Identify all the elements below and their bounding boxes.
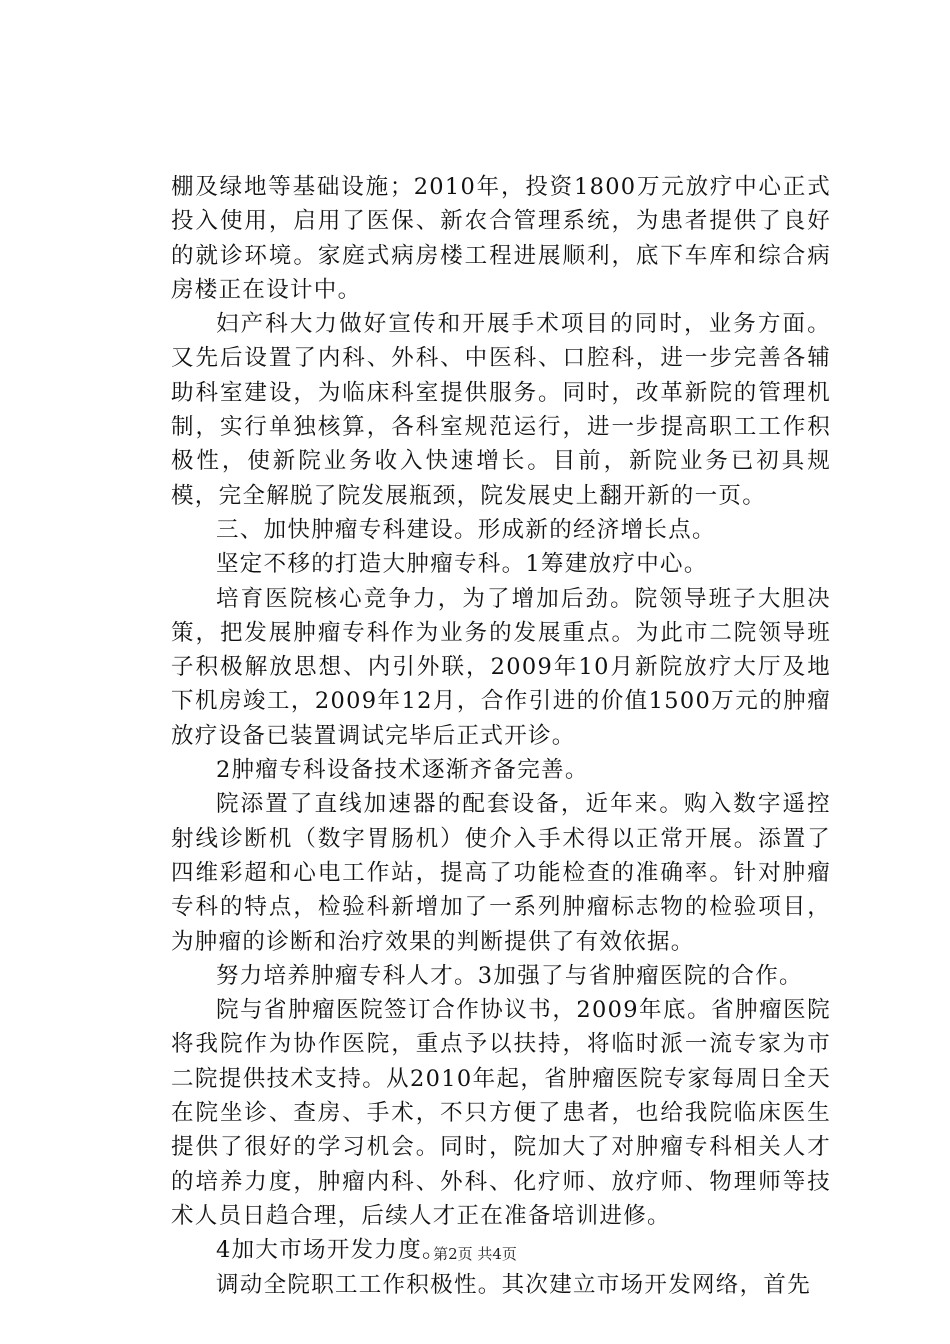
paragraph-continuation: 棚及绿地等基础设施；2010年，投资1800万元放疗中心正式投入使用，启用了医保、新农合管理系统，为患者提供了良好的就诊环境。家庭式病房楼工程进展顺利，底下车库和综合病房楼正在设计中。 (171, 174, 831, 303)
paragraph-market: 调动全院职工工作积极性。其次建立市场开发网络，首先 (216, 1271, 812, 1298)
paragraph-core-competitiveness: 培育医院核心竞争力，为了增加后劲。院领导班子大胆决策，把发展肿瘤专科作为业务的发展重点。为此市二院领导班子积极解放思想、内引外联，2009年10月新院放疗大厅及地下机房竣工，2009年12月，合作引进的价值1500万元的肿瘤放疗设备已装置调试完毕后正式开诊。 (171, 585, 831, 749)
page-number-footer: 第2页 共4页 (433, 1245, 517, 1263)
paragraph-radiotherapy-center: 坚定不移的打造大肿瘤专科。1筹建放疗中心。 (216, 551, 708, 578)
paragraph-obstetrics: 妇产科大力做好宣传和开展手术项目的同时，业务方面。又先后设置了内科、外科、中医科、口腔科，进一步完善各辅助科室建设，为临床科室提供服务。同时，改革新院的管理机制，实行单独核算，各科室规范运行，进一步提高职工工作积极性，使新院业务收入快速增长。目前，新院业务已初具规模，完全解脱了院发展瓶颈，院发展史上翻开新的一页。 (171, 311, 831, 509)
subheading-market: 4加大市场开发力度。 (216, 1237, 446, 1264)
paragraph-talent: 努力培养肿瘤专科人才。3加强了与省肿瘤医院的合作。 (216, 962, 803, 989)
paragraph-equipment: 院添置了直线加速器的配套设备，近年来。购入数字遥控射线诊断机（数字胃肠机）使介入手术得以正常开展。添置了四维彩超和心电工作站，提高了功能检查的准确率。针对肿瘤专科的特点，检验科新增加了一系列肿瘤标志物的检验项目，为肿瘤的诊断和治疗效果的判断提供了有效依据。 (171, 791, 831, 955)
section-heading-oncology: 三、加快肿瘤专科建设。形成新的经济增长点。 (216, 516, 716, 543)
subheading-equipment: 2肿瘤专科设备技术逐渐齐备完善。 (216, 757, 589, 784)
document-body (171, 170, 831, 1302)
paragraph-cooperation: 院与省肿瘤医院签订合作协议书，2009年底。省肿瘤医院将我院作为协作医院，重点予以扶持，将临时派一流专家为市二院提供技术支持。从2010年起，省肿瘤医院专家每周日全天在院坐诊、查房、手术，不只方便了患者，也给我院临床医生提供了很好的学习机会。同时，院加大了对肿瘤专科相关人才的培养力度，肿瘤内科、外科、化疗师、放疗师、物理师等技术人员日趋合理，后续人才正在准备培训进修。 (171, 997, 831, 1229)
